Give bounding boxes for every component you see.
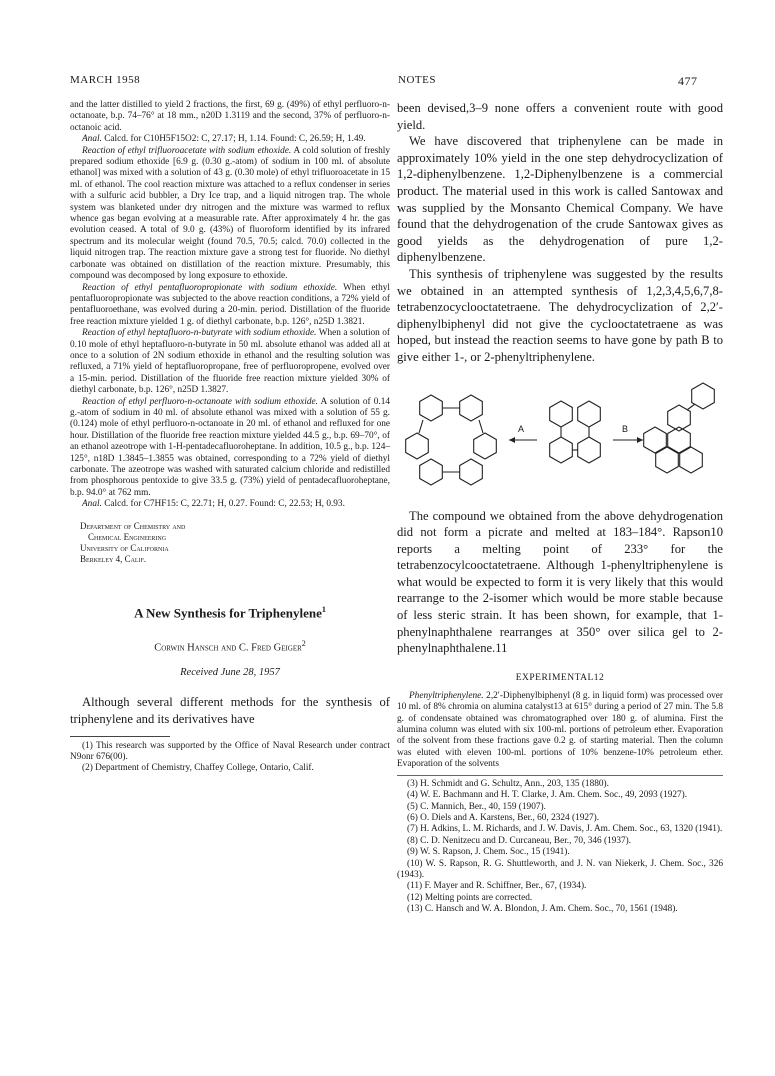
paragraph-discovery: We have discovered that triphenylene can be made in approximately 10% yield in the one step dehydrocyclization of 1,2-diphenylbenzene. 1,2-Diphenylbenzene is a commercial product. The material used in this work is called Santowax and was supplied by the Monsanto Chemical Company. We have found that the dehydrogenation of the crude Santowax gives as good yields as the dehydrogenation of pure 1,2-diphenylbenzene. <box>397 134 723 265</box>
reference-item: (6) O. Diels and A. Karstens, Ber., 60, 2324 (1927). <box>407 812 600 823</box>
paragraph-results: The compound we obtained from the above dehydrogenation did not form a picrate and melted at 183–184°. Rapson10 reports a melting point of 233° for the tetrabenzocylcooctatetraene. Although 1-phenyltriphenylene is what would be expected to form it is very likely that this would rearrange to the 2-isomer which would be more stable because of less steric strain. It has been shown, for example, that 1-phenylnaphthalene rearranges at 350° over silica gel to 2-phenylnaphthalene.11 <box>397 508 723 656</box>
authors-footnote-mark: 2 <box>301 638 306 648</box>
page-number: 477 <box>678 74 698 88</box>
right-column <box>397 100 723 916</box>
reference-item: (11) F. Mayer and R. Schiffner, Ber., 67, (1934). <box>407 881 587 892</box>
intro-paragraph: Although several different methods for the synthesis of triphenylene and its derivatives have <box>70 695 390 727</box>
analysis-1 <box>70 134 390 145</box>
reference-item: (13) C. Hansch and W. A. Blondon, J. Am. Chem. Soc., 70, 1561 (1948). <box>407 904 678 915</box>
reaction-scheme-drawing <box>397 380 723 498</box>
subsection-title: Reaction of ethyl pentafluoropropionate with sodium ethoxide. <box>82 282 338 293</box>
subsection-title: Reaction of ethyl perfluoro-n-octanoate with sodium ethoxide. <box>82 396 318 407</box>
affiliation-line: Department of Chemistry and <box>80 520 186 531</box>
footnote-1: (1) This research was supported by the Office of Naval Research under contract N9onr 676(00). <box>70 740 390 763</box>
paragraph-pentafluoropropionate <box>70 283 390 329</box>
subsection-title: Reaction of ethyl trifluoroacetate with sodium ethoxide. <box>82 145 292 156</box>
reference-item: (7) H. Adkins, L. M. Richards, and J. W. Davis, J. Am. Chem. Soc., 63, 1320 (1941). <box>407 824 723 835</box>
tetrabenzocyclooctatetraene-structure <box>406 395 497 485</box>
article-title <box>70 605 390 621</box>
reference-item: (5) C. Mannich, Ber., 40, 159 (1907). <box>407 801 546 812</box>
experimental-title: Phenyltriphenylene. <box>409 690 484 701</box>
arrow-b-label: B <box>622 423 629 434</box>
paragraph-trifluoroacetate <box>70 146 390 283</box>
article-title-text: A New Synthesis for Triphenylene <box>134 604 322 620</box>
footnote-rule <box>70 736 170 737</box>
paragraph-distillation: and the latter distilled to yield 2 fractions, the first, 69 g. (49%) of ethyl perfluoro-n-octanoate, b.p. 74–76° at 18 mm., n20D 1.3119 and the second, 37% of perfluoro-n-octanoic acid. <box>70 100 390 133</box>
arrow-a <box>509 437 537 443</box>
reference-item: (9) W. S. Rapson, J. Chem. Soc., 15 (1941). <box>407 847 570 858</box>
left-column <box>70 100 390 775</box>
paragraph-perfluorooctanoate <box>70 397 390 500</box>
analysis-text: Calcd. for C10H5F15O2: C, 27.17; H, 1.14. Found: C, 26.59; H, 1.49. <box>101 134 366 145</box>
received-date: Received June 28, 1957 <box>180 667 280 679</box>
reference-item: (8) C. D. Nenitzecu and D. Curcaneau, Ber., 70, 346 (1937). <box>407 835 632 846</box>
running-header-section: NOTES <box>398 74 436 86</box>
analysis-text: Calcd. for C7HF15: C, 22.71; H, 0.27. Found: C, 22.53; H, 0.93. <box>101 499 345 510</box>
paragraph-heptafluorobutyrate <box>70 328 390 396</box>
article-title-footnote-mark: 1 <box>321 604 326 614</box>
running-header-date: MARCH 1958 <box>70 74 141 86</box>
reference-item: (12) Melting points are corrected. <box>407 892 533 903</box>
subsection-title: Reaction of ethyl heptafluoro-n-butyrate with sodium ethoxide. <box>82 328 317 339</box>
arrow-b <box>613 437 643 443</box>
reference-item: (10) W. S. Rapson, R. G. Shuttleworth, and J. N. van Niekerk, J. Chem. Soc., 326 (1943). <box>397 858 723 880</box>
paragraph-experimental <box>397 691 723 771</box>
paragraph-methods: been devised,3–9 none offers a convenient route with good yield. <box>397 101 723 132</box>
analysis-2 <box>70 499 390 510</box>
paragraph-suggestion: This synthesis of triphenylene was suggested by the results we obtained in an attempted synthesis of 1,2,3,4,5,6,7,8-tetrabenzocyclooctatetraene. The dehydrocyclization of 2,2′-diphenylbiphenyl did not give the cyclooctatetraene as was hoped, but instead the reaction seems to have gone by path B to give either 1-, or 2-phenyltriphenylene. <box>397 266 723 364</box>
affiliation-line: Chemical Engineering <box>88 531 167 542</box>
arrow-a-label: A <box>518 423 525 434</box>
paragraph-text: When a solution of 0.10 mole of ethyl heptafluoro-n-butyrate in 50 ml. absolute ethanol was added all at once to a solution of 2N sodium ethoxide in ethanol and the resulting solution was refluxed, a 71% yield of heptafluoropropane, free of perfluoropropene, evolved over a 15-min. period. Distillation of the fluoride free reaction mixture yielded 30% of diethyl carbonate, b.p. 126°, n25D 1.3827. <box>70 328 390 396</box>
references-list <box>397 775 723 916</box>
article-authors <box>70 639 390 654</box>
affiliation <box>70 521 390 565</box>
phenyltriphenylene-structure <box>644 383 715 473</box>
analysis-label: Anal. <box>82 499 102 510</box>
reference-item: (4) W. E. Bachmann and H. T. Clarke, J. Am. Chem. Soc., 49, 2093 (1927). <box>407 790 688 801</box>
authors-text: Corwin Hansch and C. Fred Geiger <box>154 642 302 654</box>
diphenylbiphenyl-structure <box>550 401 601 463</box>
reference-item: (3) H. Schmidt and G. Schultz, Ann., 203, 135 (1880). <box>407 778 609 789</box>
paragraph-text: A solution of 0.14 g.-atom of sodium in 40 ml. of absolute ethanol was mixed with a solution of 55 g. (0.124) mole of ethyl perfluoro-n-octanoate in 20 ml. of ethanol and refluxed for one hour. Distillation of the fluoride free reaction mixture yielded 44.5 g., b.p. 69–70°, of an ethanol azeotrope with 1-H-pentadecafluoroheptane. In addition, 10.5 g., b.p. 124–125°, n18D 1.3845–1.3855 was obtained, corresponding to a 72% yield of diethyl carbonate. The azeotrope was washed with saturated calcium chloride and redistilled from phosphorous pentoxide to give 33.5 g. (73%) yield of pentadecafluoroheptane, b.p. 94.0° at 762 mm. <box>70 396 390 498</box>
affiliation-line: Berkeley 4, Calif. <box>80 553 147 564</box>
affiliation-line: University of California <box>80 542 169 553</box>
reaction-scheme <box>397 380 723 498</box>
analysis-label: Anal. <box>82 134 102 145</box>
section-experimental: EXPERIMENTAL12 <box>515 672 605 683</box>
paragraph-text: A cold solution of freshly prepared sodium ethoxide [6.9 g. (0.30 g.-atom) of sodium in 100 ml. of absolute ethanol] was mixed with a solution of 43 g. (0.30 mole) of ethyl trifluoroacetate in 15 ml. of ethanol. The cool reaction mixture was attached to a reflux condenser in series with a sulfuric acid bubbler, a Dry Ice trap, and a liquid nitrogen trap. The whole system was blanketed under dry nitrogen and the mixture was warmed to reflux whence gas began evolving at a measurable rate. After approximately 4 hr. the gas evolution ceased. A total of 9.0 g. (43%) of fluoroform identified by its infrared spectrum and its molecular weight (found 70.5, 70.5; calcd. 70.0) collected in the liquid nitrogen trap. The reaction mixture gave a strong test for fluoride. No diethyl carbonate was obtained on distillation of the reaction mixture. Presumably, this compound was decomposed by long exposure to ethoxide. <box>70 145 390 282</box>
experimental-text: 2,2′-Diphenylbiphenyl (8 g. in liquid form) was processed over 10 ml. of 8% chromia on alumina catalyst13 at 615° during a period of 27 min. The 5.8 g. of condensate obtained was chromatographed over 180 g. of alumina. First the alumina column was eluted with six 100-ml. portions of petroleum ether. Evaporation of the solvent from these fractions gave 0.2 g. of starting material. Then the column was eluted with eleven 100-ml. portions of 10% benzene-10% petroleum ether. Evaporation of the solvents <box>397 690 723 770</box>
footnote-2: (2) Department of Chemistry, Chaffey College, Ontario, Calif. <box>82 763 314 774</box>
paragraph-text: When ethyl pentafluoropropionate was subjected to the above reaction conditions, a 72% yield of pentafluoroethane, was evolved during a 20-min. period. Distillation of the fluoride free reaction mixture yielded 1 g. of diethyl carbonate, b.p. 126°, n25D 1.3821. <box>70 282 390 327</box>
